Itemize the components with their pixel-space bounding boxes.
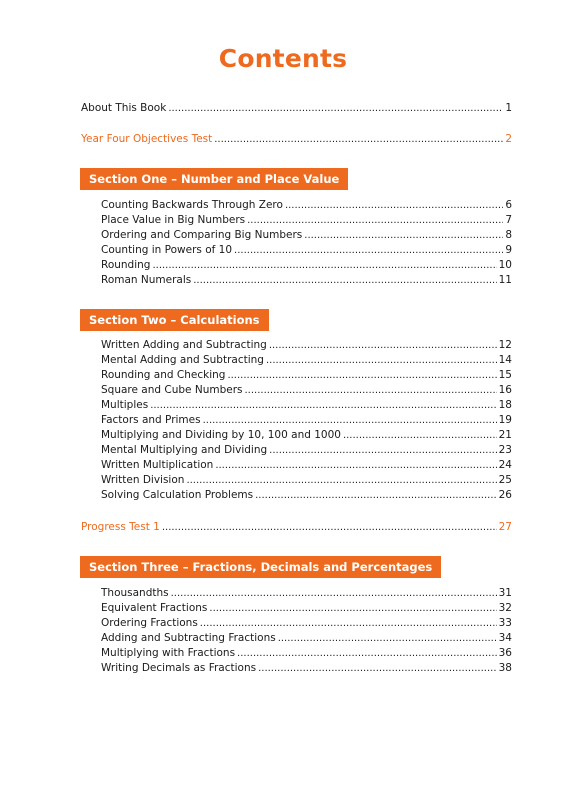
toc-entry-page: 32 <box>498 602 512 614</box>
section-heading-two: Section Two – Calculations <box>80 309 269 331</box>
toc-entry-label: Roman Numerals <box>101 274 192 286</box>
toc-entry[interactable] <box>101 601 512 617</box>
toc-entry-label: Factors and Primes <box>101 414 201 426</box>
dot-leader <box>186 474 496 489</box>
dot-leader <box>215 459 496 474</box>
dot-leader <box>209 602 496 617</box>
toc-entry-page: 7 <box>505 214 512 226</box>
toc-entry-page: 9 <box>505 244 512 256</box>
dot-leader <box>304 229 503 244</box>
toc-entry-page: 11 <box>498 274 512 286</box>
toc-entry-page: 24 <box>498 459 512 471</box>
dot-leader <box>343 429 497 444</box>
dot-leader <box>247 214 503 229</box>
toc-entry-label: Equivalent Fractions <box>101 602 208 614</box>
toc-entry[interactable] <box>101 586 512 602</box>
toc-entry-progress-test[interactable] <box>81 520 512 536</box>
toc-entry[interactable] <box>101 413 512 429</box>
toc-entry-label: Adding and Subtracting Fractions <box>101 632 276 644</box>
toc-entry-label: Written Multiplication <box>101 459 214 471</box>
toc-entry-label: Written Division <box>101 474 185 486</box>
toc-entry-page: 38 <box>498 662 512 674</box>
toc-entry[interactable] <box>101 631 512 647</box>
toc-entry[interactable] <box>101 213 512 229</box>
dot-leader <box>150 399 496 414</box>
toc-entry-label: Mental Adding and Subtracting <box>101 354 264 366</box>
toc-entry-page: 14 <box>498 354 512 366</box>
toc-entry[interactable] <box>101 488 512 504</box>
toc-entry-page: 21 <box>498 429 512 441</box>
dot-leader <box>168 102 503 117</box>
toc-entry-page: 15 <box>498 369 512 381</box>
toc-entry-label: About This Book <box>81 102 167 114</box>
toc-entry[interactable] <box>101 661 512 677</box>
toc-entry[interactable] <box>101 398 512 414</box>
toc-entry-label: Rounding and Checking <box>101 369 226 381</box>
toc-entry[interactable] <box>101 353 512 369</box>
dot-leader <box>171 587 497 602</box>
toc-entry-label: Written Adding and Subtracting <box>101 339 267 351</box>
dot-leader <box>245 384 497 399</box>
dot-leader <box>258 662 497 677</box>
section-heading-one: Section One – Number and Place Value <box>80 168 348 190</box>
dot-leader <box>266 354 497 369</box>
toc-entry-page: 33 <box>498 617 512 629</box>
dot-leader <box>200 617 497 632</box>
toc-entry[interactable] <box>101 198 512 214</box>
toc-entry-page: 27 <box>498 521 512 533</box>
dot-leader <box>285 199 503 214</box>
toc-entry-label: Multiples <box>101 399 149 411</box>
page-title: Contents <box>218 44 348 73</box>
toc-entry-objectives-test[interactable] <box>81 132 512 148</box>
toc-entry-label: Thousandths <box>101 587 169 599</box>
toc-entry-label: Year Four Objectives Test <box>81 133 213 145</box>
toc-entry-page: 18 <box>498 399 512 411</box>
toc-entry-label: Place Value in Big Numbers <box>101 214 246 226</box>
toc-entry-label: Multiplying with Fractions <box>101 647 236 659</box>
toc-entry-page: 19 <box>498 414 512 426</box>
toc-entry-label: Ordering and Comparing Big Numbers <box>101 229 303 241</box>
toc-entry-page: 1 <box>505 102 512 114</box>
toc-entry-page: 26 <box>498 489 512 501</box>
dot-leader <box>234 244 503 259</box>
dot-leader <box>255 489 497 504</box>
dot-leader <box>214 133 503 148</box>
dot-leader <box>152 259 496 274</box>
toc-entry[interactable] <box>101 443 512 459</box>
toc-entry-label: Mental Multiplying and Dividing <box>101 444 268 456</box>
toc-entry[interactable] <box>101 228 512 244</box>
toc-entry-label: Square and Cube Numbers <box>101 384 243 396</box>
dot-leader <box>269 339 497 354</box>
toc-entry[interactable] <box>101 258 512 274</box>
toc-entry-label: Writing Decimals as Fractions <box>101 662 257 674</box>
toc-entry[interactable] <box>101 383 512 399</box>
toc-entry[interactable] <box>101 458 512 474</box>
toc-entry-page: 10 <box>498 259 512 271</box>
dot-leader <box>193 274 496 289</box>
toc-entry-label: Multiplying and Dividing by 10, 100 and 1000 <box>101 429 341 441</box>
toc-entry-page: 12 <box>498 339 512 351</box>
toc-entry-page: 31 <box>498 587 512 599</box>
dot-leader <box>203 414 497 429</box>
toc-entry-about[interactable] <box>81 101 512 117</box>
dot-leader <box>162 521 497 536</box>
toc-entry-page: 16 <box>498 384 512 396</box>
toc-entry-label: Ordering Fractions <box>101 617 198 629</box>
toc-entry[interactable] <box>101 646 512 662</box>
dot-leader <box>269 444 496 459</box>
toc-entry[interactable] <box>101 368 512 384</box>
toc-entry-page: 34 <box>498 632 512 644</box>
dot-leader <box>237 647 497 662</box>
toc-entry-label: Counting in Powers of 10 <box>101 244 233 256</box>
toc-entry[interactable] <box>101 273 512 289</box>
toc-entry[interactable] <box>101 243 512 259</box>
dot-leader <box>278 632 497 647</box>
toc-entry-page: 2 <box>505 133 512 145</box>
toc-entry-page: 23 <box>498 444 512 456</box>
toc-entry[interactable] <box>101 338 512 354</box>
toc-entry-page: 6 <box>505 199 512 211</box>
toc-entry-page: 25 <box>498 474 512 486</box>
toc-entry[interactable] <box>101 428 512 444</box>
toc-entry-page: 8 <box>505 229 512 241</box>
toc-entry-page: 36 <box>498 647 512 659</box>
section-heading-three: Section Three – Fractions, Decimals and Percentages <box>80 556 441 578</box>
toc-entry-label: Counting Backwards Through Zero <box>101 199 283 211</box>
toc-entry-label: Rounding <box>101 259 151 271</box>
dot-leader <box>227 369 496 384</box>
toc-entry-label: Solving Calculation Problems <box>101 489 254 501</box>
toc-entry-label: Progress Test 1 <box>81 521 160 533</box>
toc-entry[interactable] <box>101 473 512 489</box>
toc-entry[interactable] <box>101 616 512 632</box>
